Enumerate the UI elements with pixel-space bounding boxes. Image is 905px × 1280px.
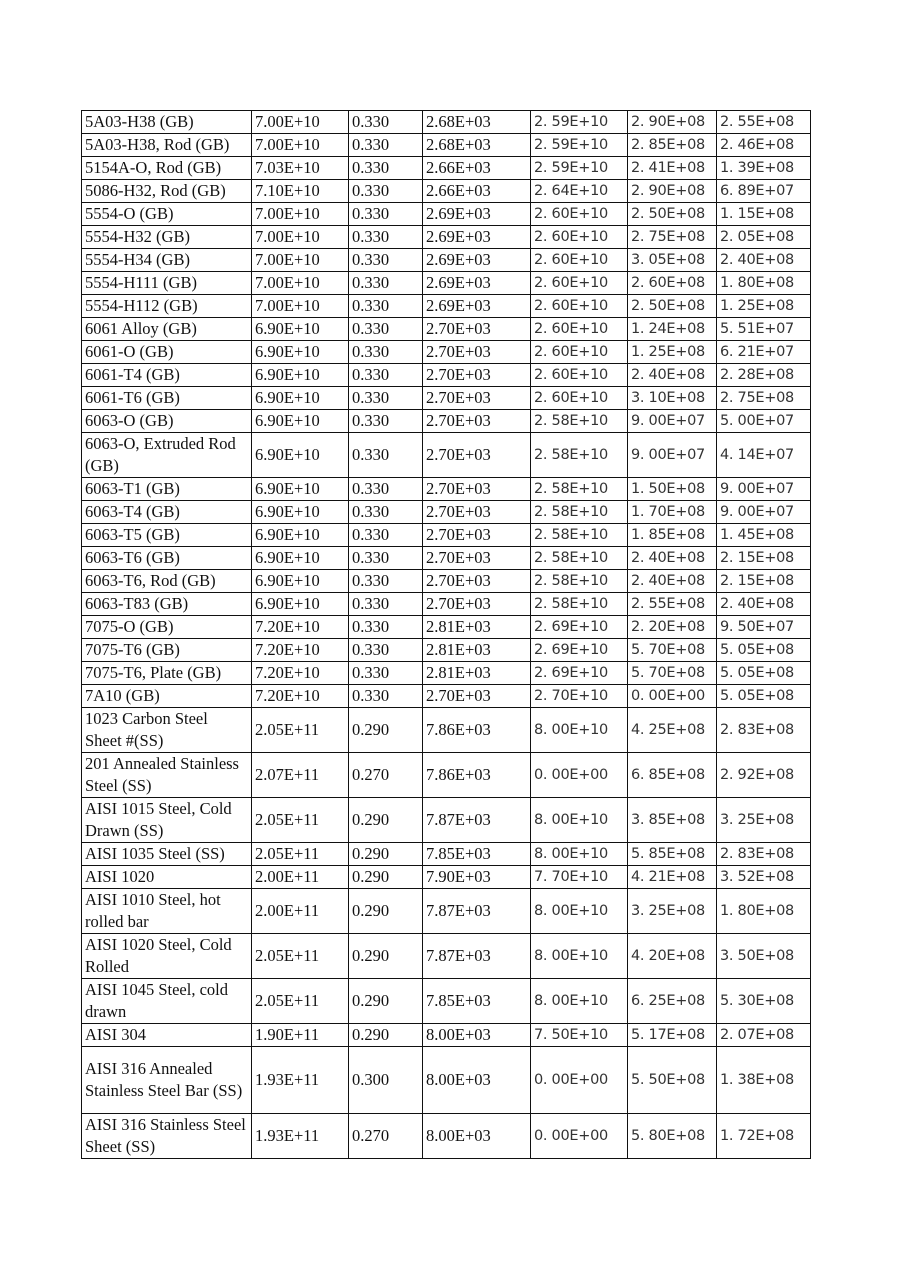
table-row	[82, 798, 811, 843]
poisson-ratio-cell: 0.330	[349, 524, 423, 547]
poisson-ratio-cell: 0.290	[349, 798, 423, 843]
shear-modulus-cell: 2. 60E+10	[531, 341, 628, 364]
shear-modulus-cell: 2. 59E+10	[531, 157, 628, 180]
poisson-ratio-cell: 0.330	[349, 180, 423, 203]
yield-strength-cell: 2. 83E+08	[717, 843, 811, 866]
tensile-strength-cell: 5. 70E+08	[628, 639, 717, 662]
shear-modulus-cell: 2. 60E+10	[531, 272, 628, 295]
tensile-strength-cell: 4. 21E+08	[628, 866, 717, 889]
density-cell: 2.70E+03	[423, 478, 531, 501]
tensile-strength-cell: 3. 85E+08	[628, 798, 717, 843]
density-cell: 7.86E+03	[423, 753, 531, 798]
table-row	[82, 1047, 811, 1114]
poisson-ratio-cell: 0.330	[349, 616, 423, 639]
elastic-modulus-cell: 2.00E+11	[252, 866, 349, 889]
tensile-strength-cell: 3. 10E+08	[628, 387, 717, 410]
material-name-cell: 6063-T5 (GB)	[82, 524, 252, 547]
density-cell: 2.70E+03	[423, 433, 531, 478]
elastic-modulus-cell: 6.90E+10	[252, 478, 349, 501]
table-row	[82, 979, 811, 1024]
yield-strength-cell: 5. 05E+08	[717, 639, 811, 662]
poisson-ratio-cell: 0.330	[349, 387, 423, 410]
tensile-strength-cell: 2. 40E+08	[628, 570, 717, 593]
tensile-strength-cell: 2. 41E+08	[628, 157, 717, 180]
density-cell: 8.00E+03	[423, 1024, 531, 1047]
poisson-ratio-cell: 0.330	[349, 685, 423, 708]
density-cell: 7.90E+03	[423, 866, 531, 889]
yield-strength-cell: 5. 05E+08	[717, 662, 811, 685]
material-name-cell: 6063-T4 (GB)	[82, 501, 252, 524]
material-name-cell: 5554-H111 (GB)	[82, 272, 252, 295]
density-cell: 2.70E+03	[423, 364, 531, 387]
yield-strength-cell: 3. 52E+08	[717, 866, 811, 889]
density-cell: 7.87E+03	[423, 934, 531, 979]
elastic-modulus-cell: 2.05E+11	[252, 798, 349, 843]
elastic-modulus-cell: 6.90E+10	[252, 433, 349, 478]
elastic-modulus-cell: 1.93E+11	[252, 1047, 349, 1114]
shear-modulus-cell: 2. 58E+10	[531, 593, 628, 616]
tensile-strength-cell: 2. 50E+08	[628, 203, 717, 226]
poisson-ratio-cell: 0.330	[349, 593, 423, 616]
table-row	[82, 753, 811, 798]
yield-strength-cell: 1. 38E+08	[717, 1047, 811, 1114]
table-row	[82, 295, 811, 318]
material-name-cell: AISI 1020	[82, 866, 252, 889]
elastic-modulus-cell: 6.90E+10	[252, 501, 349, 524]
elastic-modulus-cell: 6.90E+10	[252, 593, 349, 616]
shear-modulus-cell: 2. 58E+10	[531, 478, 628, 501]
table-row	[82, 433, 811, 478]
shear-modulus-cell: 2. 69E+10	[531, 639, 628, 662]
table-row	[82, 616, 811, 639]
material-name-cell: AISI 1015 Steel, Cold Drawn (SS)	[82, 798, 252, 843]
yield-strength-cell: 9. 50E+07	[717, 616, 811, 639]
density-cell: 7.87E+03	[423, 889, 531, 934]
table-row	[82, 685, 811, 708]
poisson-ratio-cell: 0.330	[349, 157, 423, 180]
elastic-modulus-cell: 7.00E+10	[252, 295, 349, 318]
poisson-ratio-cell: 0.290	[349, 708, 423, 753]
tensile-strength-cell: 2. 90E+08	[628, 111, 717, 134]
shear-modulus-cell: 2. 60E+10	[531, 249, 628, 272]
density-cell: 2.66E+03	[423, 180, 531, 203]
elastic-modulus-cell: 7.20E+10	[252, 639, 349, 662]
shear-modulus-cell: 2. 58E+10	[531, 524, 628, 547]
tensile-strength-cell: 9. 00E+07	[628, 410, 717, 433]
tensile-strength-cell: 2. 20E+08	[628, 616, 717, 639]
poisson-ratio-cell: 0.330	[349, 433, 423, 478]
elastic-modulus-cell: 2.00E+11	[252, 889, 349, 934]
poisson-ratio-cell: 0.290	[349, 1024, 423, 1047]
material-name-cell: 6061-O (GB)	[82, 341, 252, 364]
density-cell: 8.00E+03	[423, 1114, 531, 1159]
table-row	[82, 272, 811, 295]
poisson-ratio-cell: 0.290	[349, 889, 423, 934]
tensile-strength-cell: 1. 24E+08	[628, 318, 717, 341]
density-cell: 2.70E+03	[423, 410, 531, 433]
poisson-ratio-cell: 0.330	[349, 295, 423, 318]
shear-modulus-cell: 2. 60E+10	[531, 295, 628, 318]
tensile-strength-cell: 6. 25E+08	[628, 979, 717, 1024]
tensile-strength-cell: 2. 60E+08	[628, 272, 717, 295]
material-name-cell: 7075-T6 (GB)	[82, 639, 252, 662]
yield-strength-cell: 9. 00E+07	[717, 478, 811, 501]
material-name-cell: 6061-T4 (GB)	[82, 364, 252, 387]
density-cell: 2.70E+03	[423, 570, 531, 593]
yield-strength-cell: 2. 15E+08	[717, 547, 811, 570]
yield-strength-cell: 4. 14E+07	[717, 433, 811, 478]
table-row	[82, 547, 811, 570]
poisson-ratio-cell: 0.330	[349, 570, 423, 593]
tensile-strength-cell: 4. 20E+08	[628, 934, 717, 979]
table-row	[82, 478, 811, 501]
poisson-ratio-cell: 0.330	[349, 547, 423, 570]
tensile-strength-cell: 3. 25E+08	[628, 889, 717, 934]
shear-modulus-cell: 8. 00E+10	[531, 798, 628, 843]
table-row	[82, 111, 811, 134]
elastic-modulus-cell: 2.05E+11	[252, 979, 349, 1024]
density-cell: 2.70E+03	[423, 501, 531, 524]
material-name-cell: 6063-O (GB)	[82, 410, 252, 433]
tensile-strength-cell: 2. 55E+08	[628, 593, 717, 616]
tensile-strength-cell: 2. 50E+08	[628, 295, 717, 318]
material-name-cell: 5086-H32, Rod (GB)	[82, 180, 252, 203]
shear-modulus-cell: 2. 64E+10	[531, 180, 628, 203]
table-row	[82, 410, 811, 433]
elastic-modulus-cell: 1.93E+11	[252, 1114, 349, 1159]
table-row	[82, 593, 811, 616]
density-cell: 2.68E+03	[423, 111, 531, 134]
poisson-ratio-cell: 0.270	[349, 753, 423, 798]
shear-modulus-cell: 0. 00E+00	[531, 753, 628, 798]
density-cell: 2.69E+03	[423, 203, 531, 226]
elastic-modulus-cell: 7.00E+10	[252, 134, 349, 157]
elastic-modulus-cell: 2.05E+11	[252, 708, 349, 753]
tensile-strength-cell: 1. 50E+08	[628, 478, 717, 501]
density-cell: 2.69E+03	[423, 226, 531, 249]
poisson-ratio-cell: 0.290	[349, 843, 423, 866]
yield-strength-cell: 3. 50E+08	[717, 934, 811, 979]
table-row	[82, 1024, 811, 1047]
material-name-cell: 1023 Carbon Steel Sheet #(SS)	[82, 708, 252, 753]
elastic-modulus-cell: 7.20E+10	[252, 662, 349, 685]
material-name-cell: 5554-O (GB)	[82, 203, 252, 226]
material-name-cell: 5554-H34 (GB)	[82, 249, 252, 272]
poisson-ratio-cell: 0.330	[349, 364, 423, 387]
elastic-modulus-cell: 6.90E+10	[252, 570, 349, 593]
density-cell: 2.69E+03	[423, 295, 531, 318]
yield-strength-cell: 2. 75E+08	[717, 387, 811, 410]
material-name-cell: 6063-T83 (GB)	[82, 593, 252, 616]
table-row	[82, 387, 811, 410]
shear-modulus-cell: 2. 69E+10	[531, 616, 628, 639]
table-row	[82, 364, 811, 387]
yield-strength-cell: 5. 00E+07	[717, 410, 811, 433]
poisson-ratio-cell: 0.330	[349, 410, 423, 433]
table-row	[82, 501, 811, 524]
poisson-ratio-cell: 0.330	[349, 203, 423, 226]
density-cell: 2.70E+03	[423, 547, 531, 570]
poisson-ratio-cell: 0.330	[349, 318, 423, 341]
material-name-cell: AISI 1045 Steel, cold drawn	[82, 979, 252, 1024]
table-row	[82, 318, 811, 341]
material-name-cell: 201 Annealed Stainless Steel (SS)	[82, 753, 252, 798]
table-body	[82, 111, 811, 1159]
density-cell: 2.66E+03	[423, 157, 531, 180]
density-cell: 7.85E+03	[423, 843, 531, 866]
table-row	[82, 341, 811, 364]
yield-strength-cell: 1. 72E+08	[717, 1114, 811, 1159]
shear-modulus-cell: 8. 00E+10	[531, 934, 628, 979]
poisson-ratio-cell: 0.330	[349, 639, 423, 662]
material-name-cell: AISI 1035 Steel (SS)	[82, 843, 252, 866]
tensile-strength-cell: 0. 00E+00	[628, 685, 717, 708]
yield-strength-cell: 5. 30E+08	[717, 979, 811, 1024]
yield-strength-cell: 2. 05E+08	[717, 226, 811, 249]
material-name-cell: 7075-T6, Plate (GB)	[82, 662, 252, 685]
shear-modulus-cell: 2. 69E+10	[531, 662, 628, 685]
shear-modulus-cell: 2. 58E+10	[531, 410, 628, 433]
tensile-strength-cell: 2. 40E+08	[628, 364, 717, 387]
shear-modulus-cell: 2. 60E+10	[531, 203, 628, 226]
tensile-strength-cell: 5. 70E+08	[628, 662, 717, 685]
poisson-ratio-cell: 0.290	[349, 979, 423, 1024]
density-cell: 2.70E+03	[423, 318, 531, 341]
tensile-strength-cell: 5. 17E+08	[628, 1024, 717, 1047]
tensile-strength-cell: 5. 80E+08	[628, 1114, 717, 1159]
yield-strength-cell: 6. 89E+07	[717, 180, 811, 203]
material-name-cell: 6061-T6 (GB)	[82, 387, 252, 410]
poisson-ratio-cell: 0.330	[349, 478, 423, 501]
material-name-cell: 5554-H32 (GB)	[82, 226, 252, 249]
elastic-modulus-cell: 6.90E+10	[252, 524, 349, 547]
elastic-modulus-cell: 2.07E+11	[252, 753, 349, 798]
elastic-modulus-cell: 7.10E+10	[252, 180, 349, 203]
density-cell: 2.70E+03	[423, 593, 531, 616]
density-cell: 2.81E+03	[423, 639, 531, 662]
table-row	[82, 866, 811, 889]
density-cell: 8.00E+03	[423, 1047, 531, 1114]
material-name-cell: 6063-T6 (GB)	[82, 547, 252, 570]
shear-modulus-cell: 7. 50E+10	[531, 1024, 628, 1047]
yield-strength-cell: 1. 39E+08	[717, 157, 811, 180]
shear-modulus-cell: 2. 60E+10	[531, 387, 628, 410]
yield-strength-cell: 5. 51E+07	[717, 318, 811, 341]
material-name-cell: 5554-H112 (GB)	[82, 295, 252, 318]
table-row	[82, 662, 811, 685]
density-cell: 7.86E+03	[423, 708, 531, 753]
material-name-cell: AISI 1010 Steel, hot rolled bar	[82, 889, 252, 934]
table-row	[82, 180, 811, 203]
shear-modulus-cell: 2. 60E+10	[531, 364, 628, 387]
material-name-cell: AISI 1020 Steel, Cold Rolled	[82, 934, 252, 979]
yield-strength-cell: 3. 25E+08	[717, 798, 811, 843]
yield-strength-cell: 1. 15E+08	[717, 203, 811, 226]
shear-modulus-cell: 8. 00E+10	[531, 708, 628, 753]
yield-strength-cell: 2. 15E+08	[717, 570, 811, 593]
yield-strength-cell: 2. 46E+08	[717, 134, 811, 157]
tensile-strength-cell: 2. 75E+08	[628, 226, 717, 249]
poisson-ratio-cell: 0.330	[349, 226, 423, 249]
table-row	[82, 889, 811, 934]
table-row	[82, 249, 811, 272]
table-row	[82, 639, 811, 662]
shear-modulus-cell: 8. 00E+10	[531, 843, 628, 866]
material-name-cell: 5A03-H38, Rod (GB)	[82, 134, 252, 157]
elastic-modulus-cell: 7.00E+10	[252, 203, 349, 226]
density-cell: 2.70E+03	[423, 685, 531, 708]
shear-modulus-cell: 2. 59E+10	[531, 111, 628, 134]
material-name-cell: 7075-O (GB)	[82, 616, 252, 639]
tensile-strength-cell: 5. 85E+08	[628, 843, 717, 866]
elastic-modulus-cell: 6.90E+10	[252, 318, 349, 341]
yield-strength-cell: 2. 07E+08	[717, 1024, 811, 1047]
poisson-ratio-cell: 0.330	[349, 249, 423, 272]
yield-strength-cell: 2. 55E+08	[717, 111, 811, 134]
yield-strength-cell: 9. 00E+07	[717, 501, 811, 524]
shear-modulus-cell: 2. 70E+10	[531, 685, 628, 708]
shear-modulus-cell: 2. 58E+10	[531, 570, 628, 593]
table-row	[82, 203, 811, 226]
poisson-ratio-cell: 0.300	[349, 1047, 423, 1114]
poisson-ratio-cell: 0.330	[349, 341, 423, 364]
poisson-ratio-cell: 0.290	[349, 866, 423, 889]
shear-modulus-cell: 0. 00E+00	[531, 1047, 628, 1114]
yield-strength-cell: 1. 80E+08	[717, 889, 811, 934]
elastic-modulus-cell: 6.90E+10	[252, 364, 349, 387]
density-cell: 2.70E+03	[423, 387, 531, 410]
density-cell: 2.70E+03	[423, 524, 531, 547]
tensile-strength-cell: 9. 00E+07	[628, 433, 717, 478]
density-cell: 2.81E+03	[423, 616, 531, 639]
yield-strength-cell: 2. 40E+08	[717, 249, 811, 272]
poisson-ratio-cell: 0.270	[349, 1114, 423, 1159]
shear-modulus-cell: 7. 70E+10	[531, 866, 628, 889]
elastic-modulus-cell: 7.20E+10	[252, 616, 349, 639]
tensile-strength-cell: 1. 85E+08	[628, 524, 717, 547]
elastic-modulus-cell: 1.90E+11	[252, 1024, 349, 1047]
elastic-modulus-cell: 7.00E+10	[252, 249, 349, 272]
yield-strength-cell: 6. 21E+07	[717, 341, 811, 364]
table-row	[82, 1114, 811, 1159]
yield-strength-cell: 1. 25E+08	[717, 295, 811, 318]
poisson-ratio-cell: 0.330	[349, 111, 423, 134]
elastic-modulus-cell: 2.05E+11	[252, 843, 349, 866]
poisson-ratio-cell: 0.330	[349, 662, 423, 685]
table-row	[82, 524, 811, 547]
density-cell: 2.68E+03	[423, 134, 531, 157]
table-row	[82, 843, 811, 866]
table-row	[82, 570, 811, 593]
density-cell: 2.69E+03	[423, 249, 531, 272]
material-properties-table	[81, 110, 811, 1159]
yield-strength-cell: 1. 45E+08	[717, 524, 811, 547]
elastic-modulus-cell: 2.05E+11	[252, 934, 349, 979]
shear-modulus-cell: 2. 59E+10	[531, 134, 628, 157]
material-name-cell: AISI 316 Stainless Steel Sheet (SS)	[82, 1114, 252, 1159]
elastic-modulus-cell: 7.00E+10	[252, 226, 349, 249]
shear-modulus-cell: 2. 58E+10	[531, 547, 628, 570]
material-name-cell: 5154A-O, Rod (GB)	[82, 157, 252, 180]
elastic-modulus-cell: 6.90E+10	[252, 387, 349, 410]
table-row	[82, 157, 811, 180]
shear-modulus-cell: 2. 58E+10	[531, 501, 628, 524]
material-name-cell: 7A10 (GB)	[82, 685, 252, 708]
yield-strength-cell: 5. 05E+08	[717, 685, 811, 708]
density-cell: 2.69E+03	[423, 272, 531, 295]
tensile-strength-cell: 2. 90E+08	[628, 180, 717, 203]
material-name-cell: AISI 304	[82, 1024, 252, 1047]
elastic-modulus-cell: 6.90E+10	[252, 341, 349, 364]
poisson-ratio-cell: 0.290	[349, 934, 423, 979]
tensile-strength-cell: 2. 85E+08	[628, 134, 717, 157]
poisson-ratio-cell: 0.330	[349, 501, 423, 524]
density-cell: 2.70E+03	[423, 341, 531, 364]
density-cell: 2.81E+03	[423, 662, 531, 685]
elastic-modulus-cell: 7.03E+10	[252, 157, 349, 180]
table-row	[82, 708, 811, 753]
poisson-ratio-cell: 0.330	[349, 272, 423, 295]
table-row	[82, 934, 811, 979]
tensile-strength-cell: 2. 40E+08	[628, 547, 717, 570]
tensile-strength-cell: 3. 05E+08	[628, 249, 717, 272]
shear-modulus-cell: 2. 60E+10	[531, 226, 628, 249]
tensile-strength-cell: 1. 25E+08	[628, 341, 717, 364]
shear-modulus-cell: 8. 00E+10	[531, 889, 628, 934]
tensile-strength-cell: 4. 25E+08	[628, 708, 717, 753]
yield-strength-cell: 2. 92E+08	[717, 753, 811, 798]
yield-strength-cell: 2. 28E+08	[717, 364, 811, 387]
yield-strength-cell: 1. 80E+08	[717, 272, 811, 295]
tensile-strength-cell: 5. 50E+08	[628, 1047, 717, 1114]
material-name-cell: 6063-O, Extruded Rod (GB)	[82, 433, 252, 478]
material-name-cell: AISI 316 Annealed Stainless Steel Bar (SS)	[82, 1047, 252, 1114]
material-name-cell: 6061 Alloy (GB)	[82, 318, 252, 341]
elastic-modulus-cell: 7.00E+10	[252, 111, 349, 134]
material-name-cell: 6063-T1 (GB)	[82, 478, 252, 501]
density-cell: 7.85E+03	[423, 979, 531, 1024]
table-row	[82, 226, 811, 249]
material-name-cell: 5A03-H38 (GB)	[82, 111, 252, 134]
shear-modulus-cell: 8. 00E+10	[531, 979, 628, 1024]
elastic-modulus-cell: 6.90E+10	[252, 410, 349, 433]
tensile-strength-cell: 1. 70E+08	[628, 501, 717, 524]
density-cell: 7.87E+03	[423, 798, 531, 843]
poisson-ratio-cell: 0.330	[349, 134, 423, 157]
elastic-modulus-cell: 6.90E+10	[252, 547, 349, 570]
yield-strength-cell: 2. 40E+08	[717, 593, 811, 616]
material-name-cell: 6063-T6, Rod (GB)	[82, 570, 252, 593]
elastic-modulus-cell: 7.00E+10	[252, 272, 349, 295]
shear-modulus-cell: 2. 58E+10	[531, 433, 628, 478]
tensile-strength-cell: 6. 85E+08	[628, 753, 717, 798]
elastic-modulus-cell: 7.20E+10	[252, 685, 349, 708]
shear-modulus-cell: 2. 60E+10	[531, 318, 628, 341]
yield-strength-cell: 2. 83E+08	[717, 708, 811, 753]
shear-modulus-cell: 0. 00E+00	[531, 1114, 628, 1159]
table-row	[82, 134, 811, 157]
